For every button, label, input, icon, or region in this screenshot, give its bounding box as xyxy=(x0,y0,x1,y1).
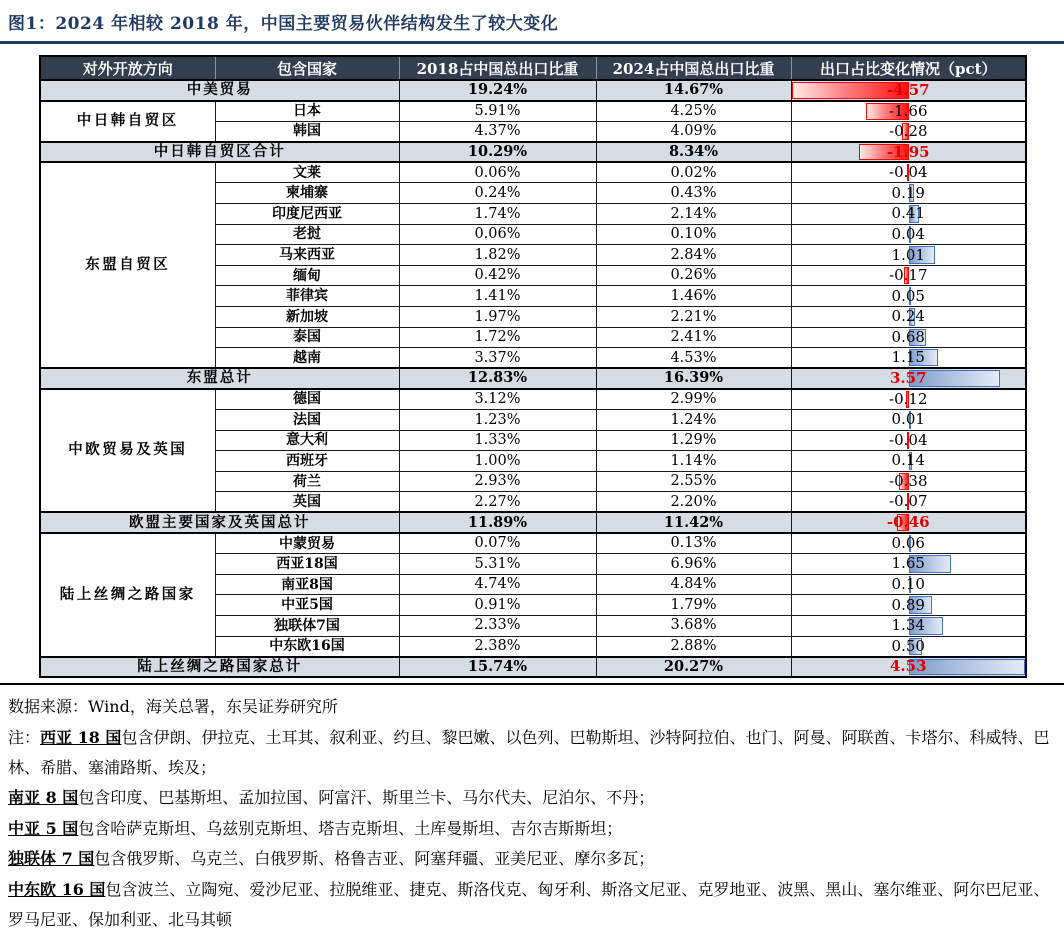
change-value: 0.41 xyxy=(891,204,925,223)
value-2024-cell: 1.29% xyxy=(596,430,791,451)
value-2018-cell: 0.24% xyxy=(399,183,596,204)
value-2024-cell: 2.88% xyxy=(596,636,791,657)
country-cell: 缅甸 xyxy=(215,265,399,286)
change-value: -0.46 xyxy=(886,513,930,532)
change-value: 0.05 xyxy=(891,286,925,305)
change-cell xyxy=(791,368,1026,389)
country-cell: 西亚18国 xyxy=(215,554,399,575)
value-2024-cell: 2.99% xyxy=(596,389,791,410)
summary-label-cell: 中美贸易 xyxy=(40,80,399,101)
change-cell xyxy=(791,657,1026,678)
value-2024-cell: 0.13% xyxy=(596,533,791,554)
value-2018-cell: 1.41% xyxy=(399,286,596,307)
value-2024-cell: 4.53% xyxy=(596,348,791,369)
change-cell xyxy=(791,327,1026,348)
summary-label-cell: 陆上丝绸之路国家总计 xyxy=(40,657,399,678)
note-term: 南亚 8 国 xyxy=(8,788,79,808)
value-2024-cell: 2.41% xyxy=(596,327,791,348)
header-row xyxy=(40,56,1026,80)
change-cell xyxy=(791,492,1026,513)
value-2024-cell: 4.09% xyxy=(596,121,791,142)
country-cell: 荷兰 xyxy=(215,471,399,492)
change-cell xyxy=(791,348,1026,369)
note-term: 西亚 18 国 xyxy=(40,727,122,747)
note-text: 包含印度、巴基斯坦、孟加拉国、阿富汗、斯里兰卡、马尔代夫、尼泊尔、不丹； xyxy=(78,788,655,808)
header-share-2018: 2018占中国总出口比重 xyxy=(399,56,596,80)
change-cell xyxy=(791,451,1026,472)
table-row xyxy=(40,101,1026,122)
country-cell: 德国 xyxy=(215,389,399,410)
value-2018-cell: 5.31% xyxy=(399,554,596,575)
table-row xyxy=(40,162,1026,183)
group-label-cell: 东盟自贸区 xyxy=(40,162,215,368)
group-label-cell: 中日韩自贸区 xyxy=(40,101,215,142)
change-value: 1.15 xyxy=(891,348,925,367)
value-2024-cell: 8.34% xyxy=(596,142,791,163)
trade-table-wrap xyxy=(39,55,1064,678)
value-2024-cell: 11.42% xyxy=(596,512,791,533)
change-value: -0.04 xyxy=(889,163,928,182)
note-text: 包含伊朗、伊拉克、土耳其、叙利亚、约旦、黎巴嫩、以色列、巴勒斯坦、沙特阿拉伯、也门、阿曼、阿联酋、卡塔尔、科威特、巴林、希腊、塞浦路斯、埃及； xyxy=(8,727,1050,778)
change-cell xyxy=(791,636,1026,657)
group-label-cell: 中欧贸易及英国 xyxy=(40,389,215,513)
note-term: 中亚 5 国 xyxy=(8,818,79,838)
value-2024-cell: 0.43% xyxy=(596,183,791,204)
value-2024-cell: 4.84% xyxy=(596,574,791,595)
note-line xyxy=(8,814,1052,844)
value-2018-cell: 1.33% xyxy=(399,430,596,451)
country-cell: 韩国 xyxy=(215,121,399,142)
table-row xyxy=(40,533,1026,554)
change-cell xyxy=(791,245,1026,266)
change-value: 4.53 xyxy=(889,657,927,676)
table-header xyxy=(40,56,1026,80)
change-cell xyxy=(791,471,1026,492)
table-body xyxy=(40,80,1026,677)
note-term: 独联体 7 国 xyxy=(8,849,95,869)
value-2018-cell: 0.07% xyxy=(399,533,596,554)
value-2018-cell: 3.37% xyxy=(399,348,596,369)
value-2018-cell: 1.97% xyxy=(399,307,596,328)
change-cell xyxy=(791,307,1026,328)
value-2018-cell: 4.37% xyxy=(399,121,596,142)
change-value: 0.89 xyxy=(891,595,925,614)
value-2018-cell: 4.74% xyxy=(399,574,596,595)
value-2018-cell: 1.72% xyxy=(399,327,596,348)
change-cell xyxy=(791,121,1026,142)
change-value: 0.10 xyxy=(891,575,925,594)
country-cell: 西班牙 xyxy=(215,451,399,472)
value-2018-cell: 2.27% xyxy=(399,492,596,513)
change-cell xyxy=(791,615,1026,636)
country-cell: 中亚5国 xyxy=(215,595,399,616)
change-cell xyxy=(791,595,1026,616)
value-2024-cell: 0.10% xyxy=(596,224,791,245)
note-prefix: 注： xyxy=(8,727,41,747)
change-cell xyxy=(791,410,1026,431)
country-cell: 越南 xyxy=(215,348,399,369)
country-cell: 意大利 xyxy=(215,430,399,451)
change-cell xyxy=(791,142,1026,163)
change-value: 1.34 xyxy=(891,616,925,635)
value-2018-cell: 5.91% xyxy=(399,101,596,122)
value-2024-cell: 1.24% xyxy=(596,410,791,431)
change-value: -0.04 xyxy=(889,430,928,449)
change-value: 0.04 xyxy=(891,224,925,243)
value-2024-cell: 1.14% xyxy=(596,451,791,472)
value-2018-cell: 11.89% xyxy=(399,512,596,533)
value-2018-cell: 0.06% xyxy=(399,224,596,245)
value-2018-cell: 3.12% xyxy=(399,389,596,410)
note-line xyxy=(8,783,1052,813)
value-2024-cell: 2.21% xyxy=(596,307,791,328)
change-value: 0.06 xyxy=(891,534,925,553)
notes-block xyxy=(0,685,1064,933)
change-cell xyxy=(791,80,1026,101)
change-value: -0.28 xyxy=(889,121,928,140)
value-2018-cell: 1.23% xyxy=(399,410,596,431)
value-2024-cell: 16.39% xyxy=(596,368,791,389)
value-2024-cell: 1.46% xyxy=(596,286,791,307)
change-cell xyxy=(791,430,1026,451)
change-cell xyxy=(791,162,1026,183)
summary-label-cell: 东盟总计 xyxy=(40,368,399,389)
country-cell: 马来西亚 xyxy=(215,245,399,266)
country-cell: 日本 xyxy=(215,101,399,122)
header-change-pct: 出口占比变化情况（pct） xyxy=(791,56,1026,80)
summary-label-cell: 欧盟主要国家及英国总计 xyxy=(40,512,399,533)
value-2018-cell: 0.91% xyxy=(399,595,596,616)
value-2018-cell: 2.38% xyxy=(399,636,596,657)
value-2024-cell: 14.67% xyxy=(596,80,791,101)
change-value: 0.01 xyxy=(891,410,925,429)
change-value: 0.24 xyxy=(891,307,925,326)
value-2018-cell: 1.82% xyxy=(399,245,596,266)
value-2024-cell: 6.96% xyxy=(596,554,791,575)
title-rule xyxy=(0,41,1064,44)
change-value: 0.50 xyxy=(891,636,925,655)
summary-row xyxy=(40,80,1026,101)
change-value: 3.57 xyxy=(889,369,927,388)
country-cell: 老挝 xyxy=(215,224,399,245)
change-cell xyxy=(791,101,1026,122)
country-cell: 菲律宾 xyxy=(215,286,399,307)
change-cell xyxy=(791,224,1026,245)
value-2018-cell: 2.33% xyxy=(399,615,596,636)
header-direction: 对外开放方向 xyxy=(40,56,215,80)
change-cell xyxy=(791,183,1026,204)
note-line xyxy=(8,875,1052,933)
value-2018-cell: 1.00% xyxy=(399,451,596,472)
figure-title: 图1：2024 年相较 2018 年，中国主要贸易伙伴结构发生了较大变化 xyxy=(8,14,559,34)
value-2018-cell: 1.74% xyxy=(399,204,596,225)
change-cell xyxy=(791,204,1026,225)
value-2024-cell: 2.84% xyxy=(596,245,791,266)
change-cell xyxy=(791,389,1026,410)
change-cell xyxy=(791,533,1026,554)
change-value: -0.12 xyxy=(889,389,928,408)
change-value: 0.19 xyxy=(891,183,925,202)
note-line xyxy=(8,844,1052,874)
change-value: -0.07 xyxy=(889,492,928,511)
note-line xyxy=(8,723,1052,784)
change-value: 0.14 xyxy=(891,451,925,470)
value-2024-cell: 0.26% xyxy=(596,265,791,286)
change-value: -1.66 xyxy=(889,101,928,120)
country-cell: 柬埔寨 xyxy=(215,183,399,204)
change-cell xyxy=(791,286,1026,307)
value-2024-cell: 0.02% xyxy=(596,162,791,183)
table-row xyxy=(40,389,1026,410)
value-2018-cell: 0.42% xyxy=(399,265,596,286)
country-cell: 泰国 xyxy=(215,327,399,348)
trade-partner-table xyxy=(39,55,1027,678)
change-value: 1.01 xyxy=(891,245,925,264)
value-2024-cell: 2.55% xyxy=(596,471,791,492)
change-value: 1.65 xyxy=(891,554,925,573)
country-cell: 中东欧16国 xyxy=(215,636,399,657)
value-2024-cell: 2.20% xyxy=(596,492,791,513)
summary-label-cell: 中日韩自贸区合计 xyxy=(40,142,399,163)
value-2018-cell: 12.83% xyxy=(399,368,596,389)
note-term: 中东欧 16 国 xyxy=(8,879,106,899)
value-2018-cell: 10.29% xyxy=(399,142,596,163)
header-countries: 包含国家 xyxy=(215,56,399,80)
group-label-cell: 陆上丝绸之路国家 xyxy=(40,533,215,657)
change-value: -1.95 xyxy=(886,142,930,161)
change-value: -0.17 xyxy=(889,266,928,285)
change-cell xyxy=(791,512,1026,533)
note-text: 包含哈萨克斯坦、乌兹别克斯坦、塔吉克斯坦、土库曼斯坦、吉尔吉斯斯坦； xyxy=(78,818,623,838)
value-2018-cell: 2.93% xyxy=(399,471,596,492)
country-cell: 文莱 xyxy=(215,162,399,183)
country-cell: 法国 xyxy=(215,410,399,431)
change-value: -0.38 xyxy=(889,472,928,491)
change-value: -4.57 xyxy=(886,80,930,99)
summary-row xyxy=(40,657,1026,678)
data-source-line: 数据来源：Wind，海关总署，东吴证券研究所 xyxy=(8,697,338,717)
summary-row xyxy=(40,512,1026,533)
header-share-2024: 2024占中国总出口比重 xyxy=(596,56,791,80)
value-2018-cell: 19.24% xyxy=(399,80,596,101)
note-text: 包含俄罗斯、乌克兰、白俄罗斯、格鲁吉亚、阿塞拜疆、亚美尼亚、摩尔多瓦； xyxy=(94,849,655,869)
change-cell xyxy=(791,574,1026,595)
change-value: 0.68 xyxy=(891,327,925,346)
change-cell xyxy=(791,554,1026,575)
value-2024-cell: 20.27% xyxy=(596,657,791,678)
value-2024-cell: 2.14% xyxy=(596,204,791,225)
value-2024-cell: 1.79% xyxy=(596,595,791,616)
summary-row xyxy=(40,368,1026,389)
country-cell: 独联体7国 xyxy=(215,615,399,636)
summary-row xyxy=(40,142,1026,163)
value-2018-cell: 15.74% xyxy=(399,657,596,678)
note-text: 包含波兰、立陶宛、爱沙尼亚、拉脱维亚、捷克、斯洛伐克、匈牙利、斯洛文尼亚、克罗地亚、波黑、黑山、塞尔维亚、阿尔巴尼亚、罗马尼亚、保加利亚、北马其顿 xyxy=(8,879,1050,930)
country-cell: 印度尼西亚 xyxy=(215,204,399,225)
country-cell: 英国 xyxy=(215,492,399,513)
note-definitions xyxy=(8,723,1052,933)
country-cell: 南亚8国 xyxy=(215,574,399,595)
country-cell: 新加坡 xyxy=(215,307,399,328)
change-cell xyxy=(791,265,1026,286)
country-cell: 中蒙贸易 xyxy=(215,533,399,554)
value-2024-cell: 3.68% xyxy=(596,615,791,636)
value-2024-cell: 4.25% xyxy=(596,101,791,122)
value-2018-cell: 0.06% xyxy=(399,162,596,183)
